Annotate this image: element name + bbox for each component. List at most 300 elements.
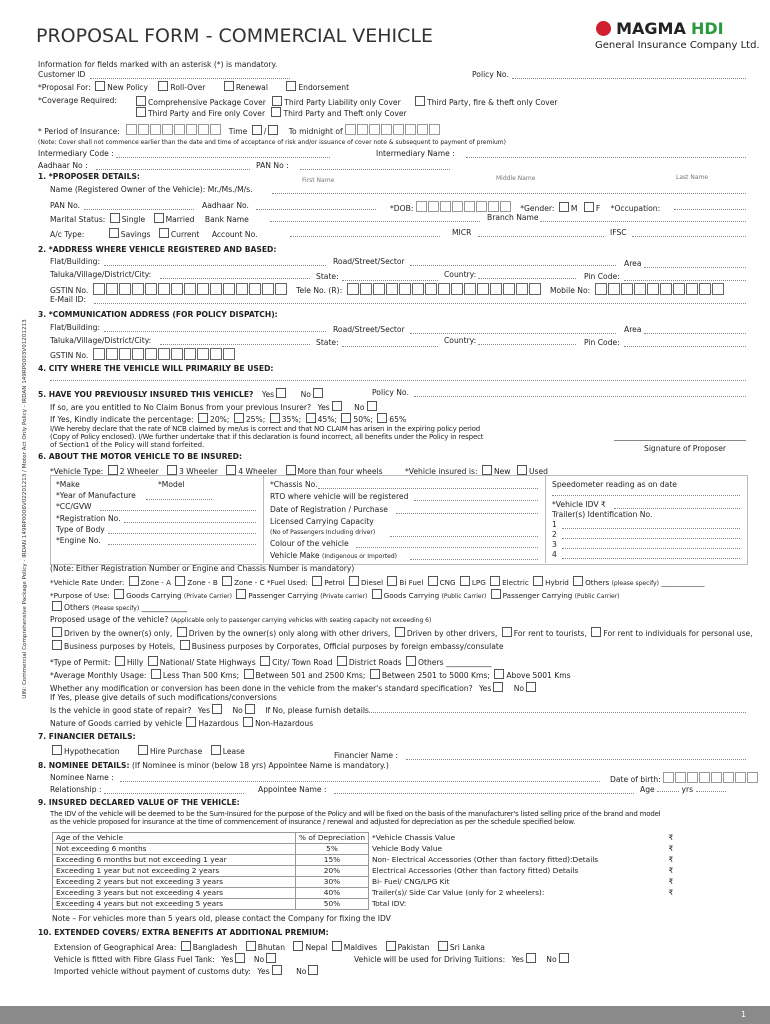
- maldives-label: Maldives: [343, 943, 378, 952]
- s3-area-label: Area: [624, 325, 642, 334]
- period-date-cells[interactable]: [126, 127, 222, 136]
- fibre-yes-checkbox[interactable]: [235, 953, 245, 963]
- ncb-decl-2: (Copy of Policy enclosed). I/We further undertake that if this declaration is found incorrect, all benefits under the Policy in respect: [50, 433, 484, 441]
- reg-field[interactable]: [124, 522, 256, 523]
- ncb-25-label: 25%;: [245, 415, 266, 424]
- coverage-row-2: [134, 107, 407, 119]
- appointee-field[interactable]: [334, 793, 634, 794]
- s2-mobile-cells[interactable]: [595, 286, 725, 295]
- relationship-field[interactable]: [104, 793, 244, 794]
- tp-theft-checkbox[interactable]: [271, 107, 281, 117]
- vehicle-note: (Note: Either Registration Number or Engine and Chassis Number is mandatory): [50, 564, 355, 573]
- usage-2501-5000-checkbox[interactable]: [370, 669, 380, 679]
- ncb-50-label: 50%;: [353, 415, 373, 424]
- ncb-row: [50, 401, 379, 413]
- dob-cells[interactable]: [416, 204, 512, 213]
- ifsc-label: IFSC: [610, 228, 627, 237]
- s2-gstin-cells[interactable]: [93, 286, 288, 295]
- trailer-4-field[interactable]: [562, 558, 740, 559]
- permit-others-blank[interactable]: ____________: [445, 658, 492, 667]
- engine-field[interactable]: [108, 544, 256, 545]
- s3-gstin-cells[interactable]: [93, 351, 236, 360]
- nominee-dob-cells[interactable]: [663, 775, 759, 784]
- zone-c-checkbox[interactable]: [222, 576, 232, 586]
- s3-flat-field[interactable]: [104, 331, 326, 332]
- imported-label: Imported vehicle without payment of customs duty:: [54, 967, 251, 976]
- driving-no-label: No: [546, 955, 557, 964]
- rto-label: RTO where vehicle will be registered: [270, 492, 409, 501]
- ncb-50-checkbox[interactable]: [341, 413, 351, 423]
- s3-state-field[interactable]: [342, 346, 438, 347]
- current-checkbox[interactable]: [159, 228, 169, 238]
- electric-label: Electric: [502, 578, 529, 587]
- row-item: Vehicle Body Value: [372, 844, 443, 853]
- mod-yes-checkbox[interactable]: [493, 682, 503, 692]
- rto-field[interactable]: [414, 500, 538, 501]
- s3-country-field[interactable]: [478, 344, 576, 345]
- gender-m-checkbox[interactable]: [559, 202, 569, 212]
- city-road-checkbox[interactable]: [260, 656, 270, 666]
- diesel-checkbox[interactable]: [349, 576, 359, 586]
- monthly-usage-row: [50, 669, 571, 681]
- driving-row: [354, 953, 571, 965]
- ncb-65-label: 65%: [389, 415, 407, 424]
- married-checkbox[interactable]: [154, 213, 164, 223]
- midnight-label: To midnight of: [288, 127, 343, 136]
- dor-field[interactable]: [396, 513, 538, 514]
- section-8-row: [38, 761, 389, 771]
- s3-road-field[interactable]: [410, 333, 616, 334]
- usage-others-checkbox[interactable]: [395, 627, 405, 637]
- row-value[interactable]: ₹: [668, 844, 674, 853]
- fibre-yes-label: Yes: [221, 955, 234, 964]
- aadhar-field[interactable]: [96, 169, 250, 170]
- signature-label: Signature of Proposer: [644, 444, 727, 453]
- first-name-caption: First Name: [302, 177, 335, 184]
- 2wheeler-checkbox[interactable]: [108, 465, 118, 475]
- section-2-title: 2. *ADDRESS WHERE VEHICLE REGISTERED AND BASED:: [38, 245, 277, 254]
- renewal-checkbox[interactable]: [224, 81, 234, 91]
- repair-no-checkbox[interactable]: [245, 704, 255, 714]
- section-9-title: 9. INSURED DECLARED VALUE OF THE VEHICLE:: [38, 798, 240, 807]
- mod-details-label: If Yes, please give details of such modifications/conversions: [50, 693, 277, 702]
- brand-magma: MAGMA: [616, 19, 686, 38]
- permit-others-checkbox[interactable]: [406, 656, 416, 666]
- s3-area-field[interactable]: [644, 333, 746, 334]
- usage-hotels-label: Business purposes by Hotels,: [64, 642, 176, 651]
- usage-501-2500-label: Between 501 and 2500 Kms;: [255, 671, 366, 680]
- 4wheeler-label: 4 Wheeler: [238, 467, 278, 476]
- bangladesh-label: Bangladesh: [192, 943, 238, 952]
- model-label: *Model: [158, 480, 185, 489]
- renewal-label: Renewal: [235, 83, 268, 92]
- usage-tourists-label: For rent to tourists,: [513, 629, 587, 638]
- page-number: 1: [741, 1010, 747, 1019]
- ncb-45-checkbox[interactable]: [306, 413, 316, 423]
- pan-field[interactable]: [300, 169, 450, 170]
- proposer-aadhar-field[interactable]: [256, 209, 376, 210]
- hazardous-checkbox[interactable]: [186, 717, 196, 727]
- s2-area-field[interactable]: [644, 267, 746, 268]
- purpose-others-checkbox[interactable]: [52, 601, 62, 611]
- ncb-pct-label: If Yes, Kindly indicate the percentage:: [50, 415, 194, 424]
- row-dep: 50%: [296, 899, 369, 910]
- rollover-label: Roll-Over: [170, 83, 206, 92]
- s5-no-checkbox[interactable]: [313, 388, 323, 398]
- purpose-others-row: [50, 601, 187, 614]
- nepal-label: Nepal: [305, 943, 328, 952]
- yom-field[interactable]: [146, 499, 212, 500]
- s2-tele-cells[interactable]: [347, 286, 542, 295]
- 2wheeler-label: 2 Wheeler: [119, 467, 159, 476]
- usage-owner-others-checkbox[interactable]: [177, 627, 187, 637]
- more-wheels-label: More than four wheels: [297, 467, 383, 476]
- make-label: *Make: [56, 480, 80, 489]
- row-dep: 40%: [296, 888, 369, 899]
- table-row: [53, 844, 732, 855]
- idv-field[interactable]: [614, 508, 740, 509]
- proposer-aadhar-label: Aadhaar No.: [202, 201, 249, 210]
- appointee-label: Appointee Name :: [258, 785, 327, 794]
- age-label: Age: [640, 785, 655, 794]
- comprehensive-label: Comprehensive Package Cover: [148, 98, 266, 107]
- city-field[interactable]: [50, 380, 746, 381]
- account-label: Account No.: [211, 230, 258, 239]
- tp-liability-checkbox[interactable]: [272, 96, 282, 106]
- trailer-label: Trailer(s) Identification No.: [552, 510, 653, 519]
- speedo-field[interactable]: [552, 495, 740, 496]
- micr-field[interactable]: [478, 236, 604, 237]
- time-min-field[interactable]: [268, 125, 278, 135]
- colour-field[interactable]: [356, 547, 538, 548]
- 3wheeler-checkbox[interactable]: [167, 465, 177, 475]
- tp-fire-label: Third Party and Fire only Cover: [148, 109, 266, 118]
- cng-checkbox[interactable]: [428, 576, 438, 586]
- section-1-title: 1. *PROPOSER DETAILS:: [38, 172, 140, 181]
- lease-label: Lease: [222, 747, 245, 756]
- brand-hdi: HDI: [690, 19, 724, 38]
- more-wheels-checkbox[interactable]: [286, 465, 296, 475]
- s3-pin-field[interactable]: [624, 346, 746, 347]
- trailer-3-field[interactable]: [562, 548, 740, 549]
- yrs-field[interactable]: [696, 791, 726, 792]
- s2-gstin-row: [50, 283, 725, 296]
- row-item: Non- Electrical Accessories (Other than factory fitted):Details: [372, 855, 599, 864]
- usage-corporates-label: Business purposes by Corporates, Official purposes by foreign embassy/consulate: [191, 642, 504, 651]
- s5-policy-label: Policy No.: [372, 388, 409, 397]
- new-vehicle-checkbox[interactable]: [482, 465, 492, 475]
- pub-carrier-label-2: (Public Carrier): [574, 593, 620, 600]
- nonhazardous-checkbox[interactable]: [243, 717, 253, 727]
- fibre-no-checkbox[interactable]: [266, 953, 276, 963]
- usage-owner-checkbox[interactable]: [52, 627, 62, 637]
- used-vehicle-label: Used: [528, 467, 548, 476]
- proposer-name-field[interactable]: [272, 193, 746, 194]
- table-row: [53, 899, 732, 910]
- mod-no-label: No: [513, 684, 525, 693]
- petrol-checkbox[interactable]: [312, 576, 322, 586]
- endorsement-checkbox[interactable]: [286, 81, 296, 91]
- goods-pub-checkbox[interactable]: [372, 589, 382, 599]
- pakistan-checkbox[interactable]: [386, 941, 396, 951]
- imported-yes-label: Yes: [257, 967, 270, 976]
- ncb-yes-checkbox[interactable]: [332, 401, 342, 411]
- driving-no-checkbox[interactable]: [559, 953, 569, 963]
- gender-f-checkbox[interactable]: [584, 202, 594, 212]
- usage-personal-checkbox[interactable]: [591, 627, 601, 637]
- ncb-35-label: 35%;: [281, 415, 302, 424]
- driving-yes-checkbox[interactable]: [526, 953, 536, 963]
- s3-road-label: Road/Street/Sector: [333, 325, 405, 334]
- current-label: Current: [170, 230, 200, 239]
- single-checkbox[interactable]: [110, 213, 120, 223]
- lpg-label: LPG: [471, 578, 486, 587]
- policy-no-field[interactable]: [512, 78, 746, 79]
- lpg-checkbox[interactable]: [460, 576, 470, 586]
- bhutan-checkbox[interactable]: [246, 941, 256, 951]
- rollover-checkbox[interactable]: [158, 81, 168, 91]
- financier-row: [50, 745, 245, 757]
- zone-a-checkbox[interactable]: [129, 576, 139, 586]
- usage-hotels-checkbox[interactable]: [52, 640, 62, 650]
- intermediary-name-label: Intermediary Name :: [376, 149, 455, 158]
- speedo-label: Speedometer reading as on date: [552, 480, 677, 489]
- s2-road-field[interactable]: [410, 265, 616, 266]
- s3-taluka-field[interactable]: [160, 344, 310, 345]
- goods-nature-label: Nature of Goods carried by vehicle: [50, 719, 182, 728]
- uin-side-text: UIN: Commercial Comprehensive Package Policy - IRDAN 149RP0006V02201213 / Motor Act Only Policy - IRDAN 149RP0003V01201213: [22, 319, 28, 699]
- period-label: * Period of Insurance:: [38, 127, 120, 136]
- single-label: Single: [121, 215, 146, 224]
- tp-fire-checkbox[interactable]: [136, 107, 146, 117]
- new-policy-checkbox[interactable]: [95, 81, 105, 91]
- bank-field[interactable]: [270, 221, 480, 222]
- s2-state-field[interactable]: [342, 280, 438, 281]
- gender-f-label: F: [595, 204, 601, 213]
- ncb-decl-1: I/We hereby declare that the rate of NCB claimed by me/us is correct and that NO CLAIM has arisen in the expiring policy period: [50, 425, 481, 433]
- s2-pin-label: Pin Code:: [584, 272, 620, 281]
- row-value[interactable]: ₹: [668, 866, 674, 875]
- fuel-others-checkbox[interactable]: [573, 576, 583, 586]
- electric-checkbox[interactable]: [490, 576, 500, 586]
- passengers-label: (No of Passengers Including driver): [270, 529, 376, 536]
- table-row: [53, 888, 732, 899]
- mod-yes-label: Yes: [479, 684, 492, 693]
- row-value[interactable]: ₹: [668, 855, 674, 864]
- cc-field[interactable]: [100, 510, 256, 511]
- section-3-title: 3. *COMMUNICATION ADDRESS (FOR POLICY DISPATCH):: [38, 310, 278, 319]
- 4wheeler-checkbox[interactable]: [226, 465, 236, 475]
- gender-label: *Gender:: [520, 204, 555, 213]
- time-slash: /: [263, 127, 267, 136]
- hire-purchase-checkbox[interactable]: [138, 745, 148, 755]
- ncb-question: If so, are you entitled to No Claim Bonus from your previous Insurer?: [50, 403, 312, 412]
- s3-flat-label: Flat/Building:: [50, 323, 101, 332]
- proposer-pan-field[interactable]: [84, 209, 194, 210]
- section-5-title: 5. HAVE YOU PREVIOUSLY INSURED THIS VEHICLE?: [38, 390, 254, 399]
- proposed-usage-row: [50, 615, 431, 626]
- maldives-checkbox[interactable]: [332, 941, 342, 951]
- district-roads-checkbox[interactable]: [337, 656, 347, 666]
- s5-yes-label: Yes: [261, 390, 275, 399]
- usage-tourists-checkbox[interactable]: [502, 627, 512, 637]
- srilanka-checkbox[interactable]: [438, 941, 448, 951]
- logo-emblem-icon: [596, 21, 611, 36]
- proposer-pan-label: PAN No.: [50, 201, 80, 210]
- signature-line[interactable]: [614, 440, 746, 441]
- usage-corporates-checkbox[interactable]: [180, 640, 190, 650]
- bifuel-label: Bi Fuel: [399, 578, 424, 587]
- section-10-title: 10. EXTENDED COVERS/ EXTRA BENEFITS AT ADDITIONAL PREMIUM:: [38, 928, 329, 937]
- zone-b-checkbox[interactable]: [175, 576, 185, 586]
- insured-is-label: *Vehicle insured is:: [404, 467, 478, 476]
- s5-yes-checkbox[interactable]: [276, 388, 286, 398]
- marital-row: [50, 213, 249, 225]
- section-6-title: 6. ABOUT THE MOTOR VEHICLE TO BE INSURED:: [38, 452, 243, 461]
- s5-policy-field[interactable]: [414, 396, 746, 397]
- furnish-field[interactable]: [358, 712, 746, 713]
- s2-flat-field[interactable]: [104, 265, 326, 266]
- midnight-date-cells[interactable]: [345, 127, 441, 136]
- nepal-checkbox[interactable]: [293, 941, 303, 951]
- trailer-3: 3: [552, 540, 557, 549]
- row-age: Exceeding 1 year but not exceeding 2 years: [53, 866, 296, 877]
- licensed-label: Licensed Carrying Capacity: [270, 517, 374, 526]
- fuel-specify-label: (please specify): [611, 580, 659, 587]
- trailer-2: 2: [552, 530, 557, 539]
- nominee-note: (If Nominee is minor (below 18 yrs) Appointee Name is mandatory.): [131, 761, 389, 770]
- customer-id-field[interactable]: [90, 78, 290, 79]
- row-value[interactable]: ₹: [668, 877, 674, 886]
- row-item: Total IDV:: [372, 899, 407, 908]
- ifsc-field[interactable]: [632, 236, 746, 237]
- new-vehicle-label: New: [493, 467, 511, 476]
- s2-email-field[interactable]: [94, 303, 746, 304]
- imported-no-checkbox[interactable]: [308, 965, 318, 975]
- pvt-carrier-label: (Private Carrier): [183, 593, 232, 600]
- s2-country-field[interactable]: [478, 278, 576, 279]
- middle-name-caption: Middle Name: [496, 175, 536, 182]
- highways-checkbox[interactable]: [148, 656, 158, 666]
- bhutan-label: Bhutan: [257, 943, 286, 952]
- monthly-usage-label: *Average Monthly Usage:: [50, 671, 147, 680]
- vehicle-box-divider-1: [263, 475, 264, 563]
- bangladesh-checkbox[interactable]: [181, 941, 191, 951]
- repair-yes-label: Yes: [197, 706, 211, 715]
- idv-paragraph-1: The IDV of the vehicle will be deemed to be the Sum-Insured for the purpose of the Policy and will be fixed on the basis of the manufacturer's listed selling price of the brand and model: [50, 810, 661, 818]
- purpose-others-blank[interactable]: ____________: [141, 603, 188, 612]
- pub-carrier-label: (Public Carrier): [441, 593, 487, 600]
- usage-gt5001-checkbox[interactable]: [494, 669, 504, 679]
- nominee-field[interactable]: [120, 781, 600, 782]
- usage-personal-label: For rent to individuals for personal use,: [603, 629, 753, 638]
- row-item: Bi- Fuel/ CNG/LPG Kit: [372, 877, 450, 886]
- ncb-45-label: 45%;: [317, 415, 337, 424]
- hypothecation-checkbox[interactable]: [52, 745, 62, 755]
- occupation-label: *Occupation:: [610, 204, 661, 213]
- mod-no-checkbox[interactable]: [526, 682, 536, 692]
- body-label: Type of Body: [56, 525, 105, 534]
- ncb-pct-row: [50, 413, 406, 425]
- fuel-others-blank[interactable]: ____________: [661, 578, 705, 587]
- ncb-20-checkbox[interactable]: [198, 413, 208, 423]
- footer-bar: [0, 1006, 770, 1024]
- usage-owner-label: Driven by the owner(s) only,: [64, 629, 173, 638]
- usage-501-2500-checkbox[interactable]: [244, 669, 254, 679]
- pass-pub-label: Passenger Carrying: [502, 591, 573, 600]
- chassis-field[interactable]: [318, 488, 538, 489]
- savings-checkbox[interactable]: [109, 228, 119, 238]
- row-dep: 20%: [296, 866, 369, 877]
- chassis-value-currency[interactable]: ₹: [668, 833, 674, 842]
- row-value[interactable]: ₹: [668, 888, 674, 897]
- relationship-label: Relationship :: [50, 785, 102, 794]
- last-name-caption: Last Name: [676, 174, 709, 181]
- company-name: General Insurance Company Ltd.: [595, 40, 760, 51]
- occupation-field[interactable]: [674, 209, 746, 210]
- financier-name-field[interactable]: [406, 759, 746, 760]
- s2-road-label: Road/Street/Sector: [333, 257, 405, 266]
- pass-pub-checkbox[interactable]: [491, 589, 501, 599]
- repair-yes-checkbox[interactable]: [212, 704, 222, 714]
- trailer-4: 4: [552, 550, 557, 559]
- comprehensive-checkbox[interactable]: [136, 96, 146, 106]
- zone-fuel-row: [50, 576, 704, 589]
- bank-label: Bank Name: [204, 215, 249, 224]
- ncb-35-checkbox[interactable]: [270, 413, 280, 423]
- bifuel-checkbox[interactable]: [387, 576, 397, 586]
- modification-label: Whether any modification or conversion has been done in the vehicle from the maker's standard specification?: [50, 684, 473, 693]
- lease-checkbox[interactable]: [211, 745, 221, 755]
- age-field[interactable]: [657, 791, 679, 792]
- account-field[interactable]: [290, 236, 440, 237]
- usage-lt500-checkbox[interactable]: [151, 669, 161, 679]
- ncb-25-checkbox[interactable]: [234, 413, 244, 423]
- trailer-1-field[interactable]: [562, 528, 740, 529]
- time-hour-field[interactable]: [252, 125, 262, 135]
- trailer-2-field[interactable]: [562, 538, 740, 539]
- intermediary-code-field[interactable]: [116, 157, 330, 158]
- s2-taluka-field[interactable]: [160, 278, 310, 279]
- hybrid-checkbox[interactable]: [533, 576, 543, 586]
- used-vehicle-checkbox[interactable]: [517, 465, 527, 475]
- ncb-no-checkbox[interactable]: [367, 401, 377, 411]
- s3-pin-label: Pin Code:: [584, 338, 620, 347]
- row-value[interactable]: [666, 899, 732, 910]
- passengers-field[interactable]: [390, 536, 538, 537]
- goods-pvt-checkbox[interactable]: [114, 589, 124, 599]
- tp-fire-theft-checkbox[interactable]: [415, 96, 425, 106]
- chassis-label: *Chassis No.: [270, 480, 318, 489]
- s2-pin-field[interactable]: [624, 280, 746, 281]
- branch-field[interactable]: [540, 221, 746, 222]
- pass-pvt-checkbox[interactable]: [236, 589, 246, 599]
- body-field[interactable]: [108, 533, 256, 534]
- pan-label: PAN No :: [256, 161, 289, 170]
- mandatory-note: Information for fields marked with an asterisk (*) is mandatory.: [38, 60, 278, 69]
- vmake-row: [270, 551, 397, 562]
- imported-yes-checkbox[interactable]: [272, 965, 282, 975]
- proposed-usage-label: Proposed usage of the vehicle?: [50, 615, 169, 624]
- hypothecation-label: Hypothecation: [64, 747, 120, 756]
- vmake-field[interactable]: [410, 559, 538, 560]
- usage-row-2: [50, 640, 504, 652]
- ncb-65-checkbox[interactable]: [377, 413, 387, 423]
- ncb-decl-3: of Section1 of the Policy will stand forfeited.: [50, 441, 205, 449]
- intermediary-name-field[interactable]: [466, 157, 746, 158]
- actype-row: [50, 228, 258, 240]
- hilly-checkbox[interactable]: [115, 656, 125, 666]
